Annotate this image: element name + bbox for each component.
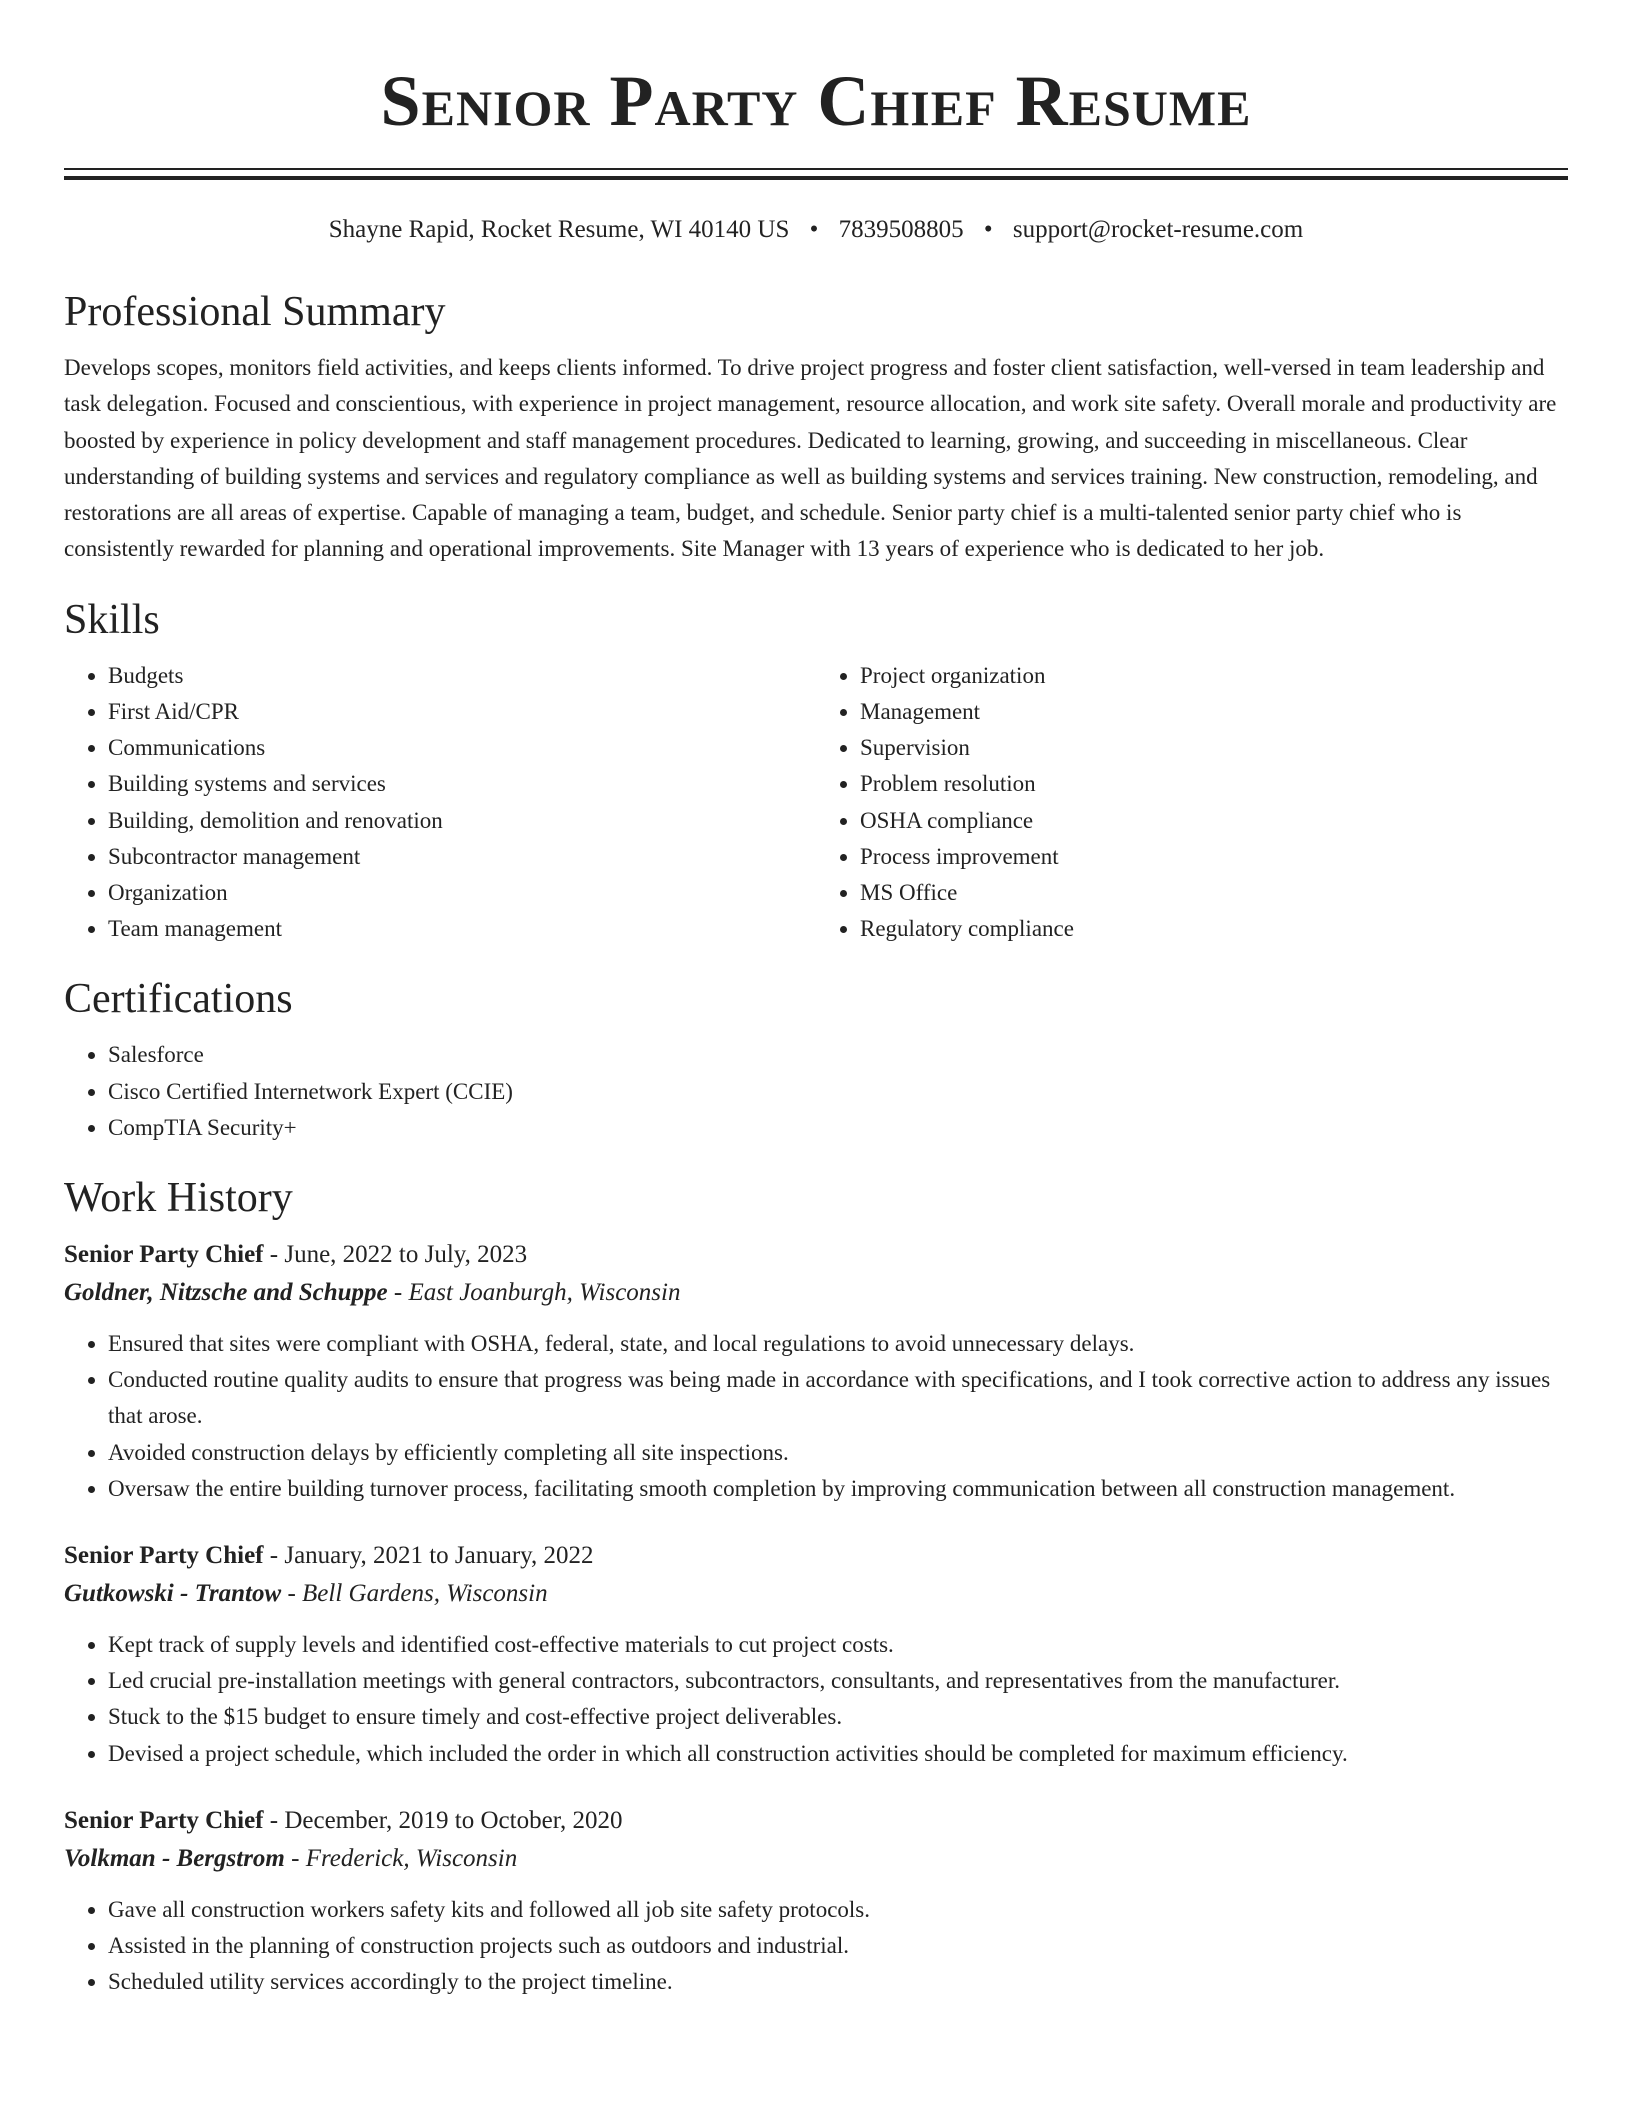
job-company-line (64, 1840, 1568, 1878)
skill-item: • Communications (108, 730, 816, 766)
skill-item: • Project organization (860, 658, 1568, 694)
job-company: Volkman - Bergstrom (64, 1844, 285, 1872)
certification-item: • Salesforce (108, 1037, 1568, 1073)
summary-text: Develops scopes, monitors field activities, and keeps clients informed. To drive project progress and foster client satisfaction, well-versed in team leadership and task delegation. Focused and conscientious, with experience in project management, resource allocation, and work site safety. Overall morale and productivity are boosted by experience in policy development and staff management procedures. Dedicated to learning, growing, and succeeding in miscellaneous. Clear understanding of building systems and services and regulatory compliance as well as building systems and services training. New construction, remodeling, and restorations are all areas of expertise. Capable of managing a team, budget, and schedule. Senior party chief is a multi-talented senior party chief who is consistently rewarded for planning and operational improvements. Site Manager with 13 years of experience who is dedicated to her job. (64, 355, 1557, 562)
job-bullet: • Devised a project schedule, which included the order in which all construction activities should be completed for maximum efficiency. (108, 1736, 1568, 1772)
skill-item: • Process improvement (860, 839, 1568, 875)
job-bullet: • Led crucial pre-installation meetings with general contractors, subcontractors, consultants, and representatives from the manufacturer. (108, 1663, 1568, 1699)
job-bullets (64, 1627, 1568, 1772)
skill-item: • Supervision (860, 730, 1568, 766)
job-bullet: • Stuck to the $15 budget to ensure timely and cost-effective project deliverables. (108, 1699, 1568, 1735)
job-entry (64, 1236, 1568, 1507)
job-bullets (64, 1326, 1568, 1507)
job-title-line (64, 1802, 1568, 1840)
job-dates: - June, 2022 to July, 2023 (263, 1241, 528, 1269)
job-company-line (64, 1575, 1568, 1613)
summary-heading: Professional Summary (64, 289, 446, 335)
job-entry (64, 1802, 1568, 2001)
certification-item: • Cisco Certified Internetwork Expert (CCIE) (108, 1074, 1568, 1110)
skill-item: • Organization (108, 875, 816, 911)
job-bullet: • Conducted routine quality audits to ensure that progress was being made in accordance with specifications, and I took corrective action to address any issues that arose. (108, 1362, 1568, 1434)
skill-item: • OSHA compliance (860, 803, 1568, 839)
job-bullet: • Avoided construction delays by efficiently completing all site inspections. (108, 1435, 1568, 1471)
contact-address: Shayne Rapid, Rocket Resume, WI 40140 US (328, 216, 790, 243)
job-title-line (64, 1537, 1568, 1575)
job-bullet: • Oversaw the entire building turnover process, facilitating smooth completion by improving communication between all construction management. (108, 1471, 1568, 1507)
skills-columns (64, 658, 1568, 948)
resume-title: Senior Party Chief Resume (380, 61, 1252, 141)
skill-item: • Team management (108, 911, 816, 947)
job-title-line (64, 1236, 1568, 1274)
job-location: - Bell Gardens, Wisconsin (281, 1580, 548, 1608)
skill-item: • First Aid/CPR (108, 694, 816, 730)
job-entry (64, 1537, 1568, 1772)
job-bullets (64, 1892, 1568, 2001)
job-title: Senior Party Chief (64, 1542, 264, 1570)
certifications-list (64, 1037, 1568, 1146)
job-bullet: • Ensured that sites were compliant with OSHA, federal, state, and local regulations to avoid unnecessary delays. (108, 1326, 1568, 1362)
job-bullet: • Kept track of supply levels and identified cost-effective materials to cut project costs. (108, 1627, 1568, 1663)
skill-item: • MS Office (860, 875, 1568, 911)
skills-list-left (64, 658, 816, 948)
job-location: - Frederick, Wisconsin (284, 1844, 518, 1872)
certifications-heading: Certifications (64, 976, 293, 1023)
title-divider-thick (64, 176, 1568, 180)
skills-list-right (816, 658, 1568, 948)
job-bullet: • Scheduled utility services accordingly to the project timeline. (108, 1964, 1568, 2000)
skill-item: • Management (860, 694, 1568, 730)
certification-item: • CompTIA Security+ (108, 1110, 1568, 1146)
job-bullet: • Assisted in the planning of construction projects such as outdoors and industrial. (108, 1928, 1568, 1964)
title-divider-thin (64, 168, 1568, 170)
job-title: Senior Party Chief (64, 1806, 264, 1834)
skill-item: • Building, demolition and renovation (108, 803, 816, 839)
skill-item: • Subcontractor management (108, 839, 816, 875)
skill-item: • Building systems and services (108, 766, 816, 802)
job-title: Senior Party Chief (64, 1241, 264, 1269)
contact-separator: • (983, 216, 993, 243)
skills-heading: Skills (64, 596, 160, 643)
job-company-line (64, 1274, 1568, 1312)
skill-item: • Problem resolution (860, 766, 1568, 802)
job-company: Gutkowski - Trantow (64, 1580, 282, 1608)
contact-email: support@rocket-resume.com (1012, 216, 1304, 243)
contact-phone: 7839508805 (838, 216, 964, 243)
contact-line (64, 214, 1568, 246)
work-history-heading: Work History (64, 1175, 293, 1222)
contact-separator: • (809, 216, 819, 243)
job-dates: - January, 2021 to January, 2022 (263, 1542, 594, 1570)
job-dates: - December, 2019 to October, 2020 (263, 1806, 623, 1834)
skill-item: • Budgets (108, 658, 816, 694)
job-bullet: • Gave all construction workers safety kits and followed all job site safety protocols. (108, 1892, 1568, 1928)
job-location: - East Joanburgh, Wisconsin (387, 1279, 681, 1307)
job-company: Goldner, Nitzsche and Schuppe (64, 1279, 388, 1307)
skill-item: • Regulatory compliance (860, 911, 1568, 947)
